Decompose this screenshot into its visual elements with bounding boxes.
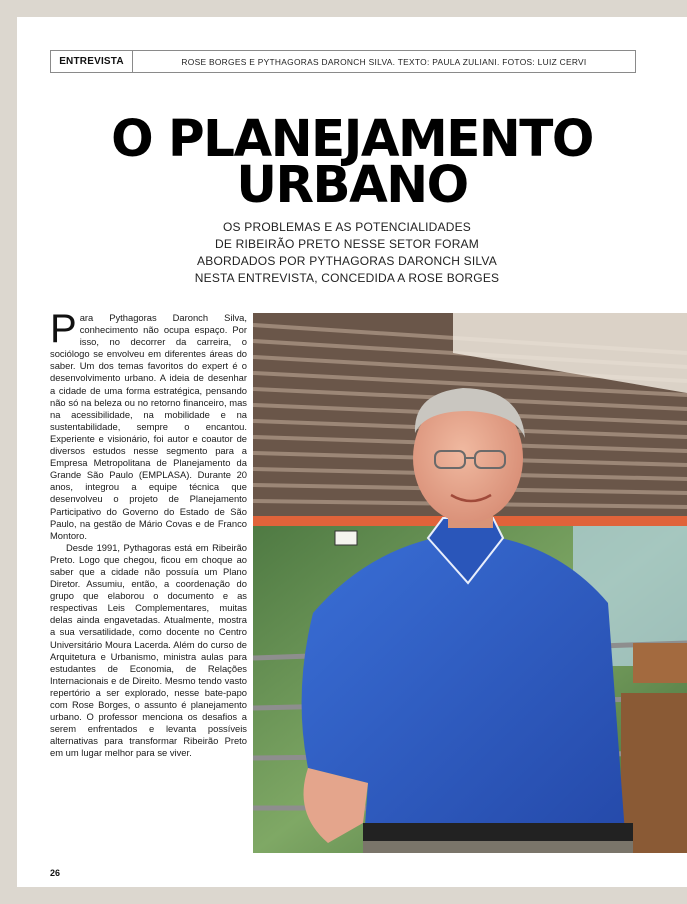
title-line-1: O PLANEJAMENTO bbox=[111, 108, 593, 169]
subtitle-line-1: OS PROBLEMAS E AS POTENCIALIDADES bbox=[222, 220, 471, 234]
page-number: 26 bbox=[50, 868, 61, 878]
section-label: ENTREVISTA bbox=[51, 51, 133, 72]
article-body bbox=[50, 307, 247, 759]
photo-illustration bbox=[253, 313, 687, 853]
paragraph-1 bbox=[50, 307, 247, 542]
subtitle-line-3: ABORDADOS POR PYTHAGORAS DARONCH SILVA bbox=[197, 254, 497, 268]
magazine-page bbox=[17, 17, 687, 887]
subtitle-line-2: DE RIBEIRÃO PRETO NESSE SETOR FORAM bbox=[215, 237, 479, 251]
title-line-2: URBANO bbox=[236, 154, 468, 215]
drop-cap: P bbox=[50, 307, 77, 351]
subtitle-line-4: NESTA ENTREVISTA, CONCEDIDA A ROSE BORGES bbox=[194, 271, 500, 285]
article-title bbox=[17, 108, 687, 215]
credits-line: ROSE BORGES E PYTHAGORAS DARONCH SILVA. TEXTO: PAULA ZULIANI. FOTOS: LUIZ CERVI bbox=[181, 56, 587, 67]
paragraph-1-text: ara Pythagoras Daronch Silva, conhecimento não ocupa espaço. Por isso, no decorrer da carreira, o sociólogo se envolveu em diferentes áreas do saber. Um dos temas favoritos do expert é o desenvolvimento urbano. A ideia de desenhar a cidade de uma forma estratégica, pensando não só na beleza ou no retorno financeiro, mas na acessibilidade, na mobilidade e na sustentabilidade, sempre o encantou. Experiente e visionário, foi autor e coautor de diversos estudos nesse segmento para a Empresa Metropolitana de Planejamento da Grande São Paulo (EMPLASA). Durante 20 anos, integrou a equipe técnica que desenvolveu o projeto de Planejamento Participativo do Governo do Estado de São Paulo, na gestão de Mário Covas e de Franco Montoro. bbox=[50, 312, 247, 541]
paragraph-2: Desde 1991, Pythagoras está em Ribeirão Preto. Logo que chegou, ficou em choque ao saber que a cidade não possuía um Plano Diretor. Assumiu, então, a coordenação do grupo que elaborou o documento e as respectivas Leis Complementares, muitas delas ainda engavetadas. Atualmente, mostra a sua versatilidade, como docente no Centro Universitário Moura Lacerda. Além do curso de Arquitetura e Urbanismo, ministra aulas para estudantes de Economia, de Relações Internacionais e de Direito. Mesmo tendo vasto repertório a ser explorado, nesse bate-papo com Rose Borges, o assunto é planejamento urbano. O professor menciona os desafios a serem enfrentados e levanta possíveis alternativas para transformar Ribeirão Preto em um lugar melhor para se viver. bbox=[50, 541, 247, 759]
article-header bbox=[50, 50, 636, 73]
interviewee-photo bbox=[253, 313, 687, 853]
article-subtitle bbox=[137, 219, 557, 287]
